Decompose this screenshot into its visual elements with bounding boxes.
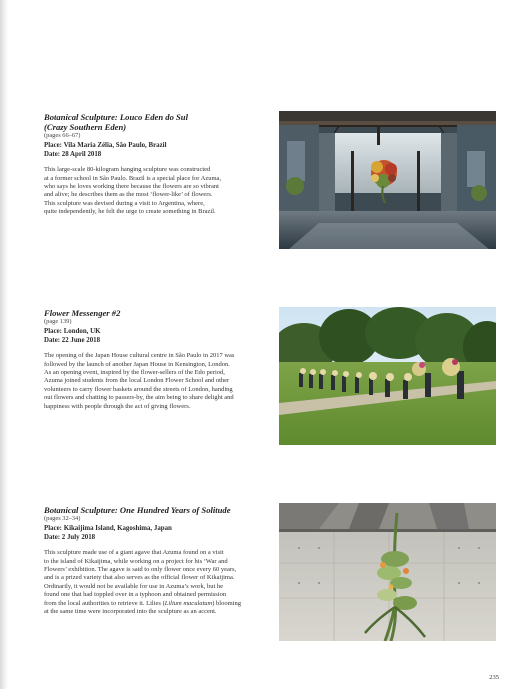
entry-body (44, 166, 272, 216)
body-line: As an opening event, inspired by the flower-sellers of the Edo period, (44, 369, 225, 376)
photo-hanging-sculpture-ruin (279, 111, 496, 249)
entry-body (44, 549, 272, 616)
body-line: happiness with people through the act of giving flowers. (44, 402, 191, 410)
body-line: to the island of Kikaijima, while working on a project for his ‘War and (44, 557, 228, 565)
body-line: at the same time were incorporated into the sculpture as an accent. (44, 608, 217, 616)
entry-title (44, 505, 272, 515)
body-line: followed by the launch of another Japan House in Kensington, London. (44, 360, 230, 368)
body-line: This large-scale 80-kilogram hanging sculpture was constructed (44, 166, 211, 174)
entry-body (44, 352, 272, 411)
body-line: who says he loves working there because the flowers are so vibrant (44, 183, 219, 190)
body-line: The opening of the Japan House cultural centre in São Paulo in 2017 was (44, 352, 235, 360)
body-line-end: ) blooming (212, 599, 241, 607)
entry-title-line: Botanical Sculpture: Louco Eden do Sul (44, 112, 188, 122)
body-line: found one that had toppled over in a typhoon and obtained permission (44, 591, 227, 599)
body-line: from the local authorities to retrieve it. Lilies ( (44, 599, 165, 607)
entry-date: Date: 22 June 2018 (44, 336, 101, 344)
entry-pages: (pages 66–67) (44, 132, 81, 139)
entry-title (44, 308, 272, 318)
photo-agave-sculpture-concrete (279, 503, 496, 641)
body-line: at a former school in São Paulo. Brazil is a special place for Azuma, (44, 174, 222, 182)
body-line: This sculpture was devised during a visit to Argentina, where, (44, 199, 205, 207)
page-binding-shadow (0, 0, 8, 689)
entry-louco-eden (44, 112, 272, 217)
photo-flower-messengers-park (279, 307, 496, 445)
body-italic-species: Lilium maculatum (164, 599, 213, 607)
body-line: quite independently, he felt the urge to create something in Brazil. (44, 208, 216, 216)
page-number: 235 (489, 674, 499, 681)
entry-one-hundred-years (44, 505, 272, 616)
entry-date: Date: 2 July 2018 (44, 533, 96, 541)
entry-pages: (page 139) (44, 318, 72, 325)
body-line: volunteers to carry flower baskets around the streets of London, handing (44, 385, 233, 393)
body-line: and alive; he describes them as the most ‘flower-like’ of flowers. (44, 191, 213, 199)
entry-title-line: Flower Messenger #2 (44, 308, 121, 318)
body-line: Ordinarily, it would not be available for use in Azuma’s work, but he (44, 582, 224, 590)
entry-title-line: Botanical Sculpture: One Hundred Years of Solitude (44, 505, 231, 515)
entry-pages: (pages 32–34) (44, 515, 81, 522)
body-line: out flowers and chatting to passers-by, the aim being to share delight and (44, 394, 234, 402)
entry-place: Place: London, UK (44, 328, 101, 335)
body-line: Flowers’ exhibition. The agave is said to only flower once every 60 years, (44, 566, 237, 573)
entry-place: Place: Kikaijima Island, Kagoshima, Japan (44, 525, 172, 532)
body-line: and is a prized variety that also serves as the official flower of Kikaijima. (44, 574, 235, 582)
entry-flower-messenger (44, 308, 272, 411)
entry-title-line: (Crazy Southern Eden) (44, 122, 127, 132)
entry-title (44, 112, 272, 132)
entry-place: Place: Vila Maria Zélia, São Paulo, Brazil (44, 142, 167, 149)
body-line: Azuma joined students from the local London Flower School and other (44, 377, 230, 385)
entry-date: Date: 28 April 2018 (44, 150, 102, 158)
body-line: This sculpture made use of a giant agave that Azuma found on a visit (44, 549, 224, 557)
